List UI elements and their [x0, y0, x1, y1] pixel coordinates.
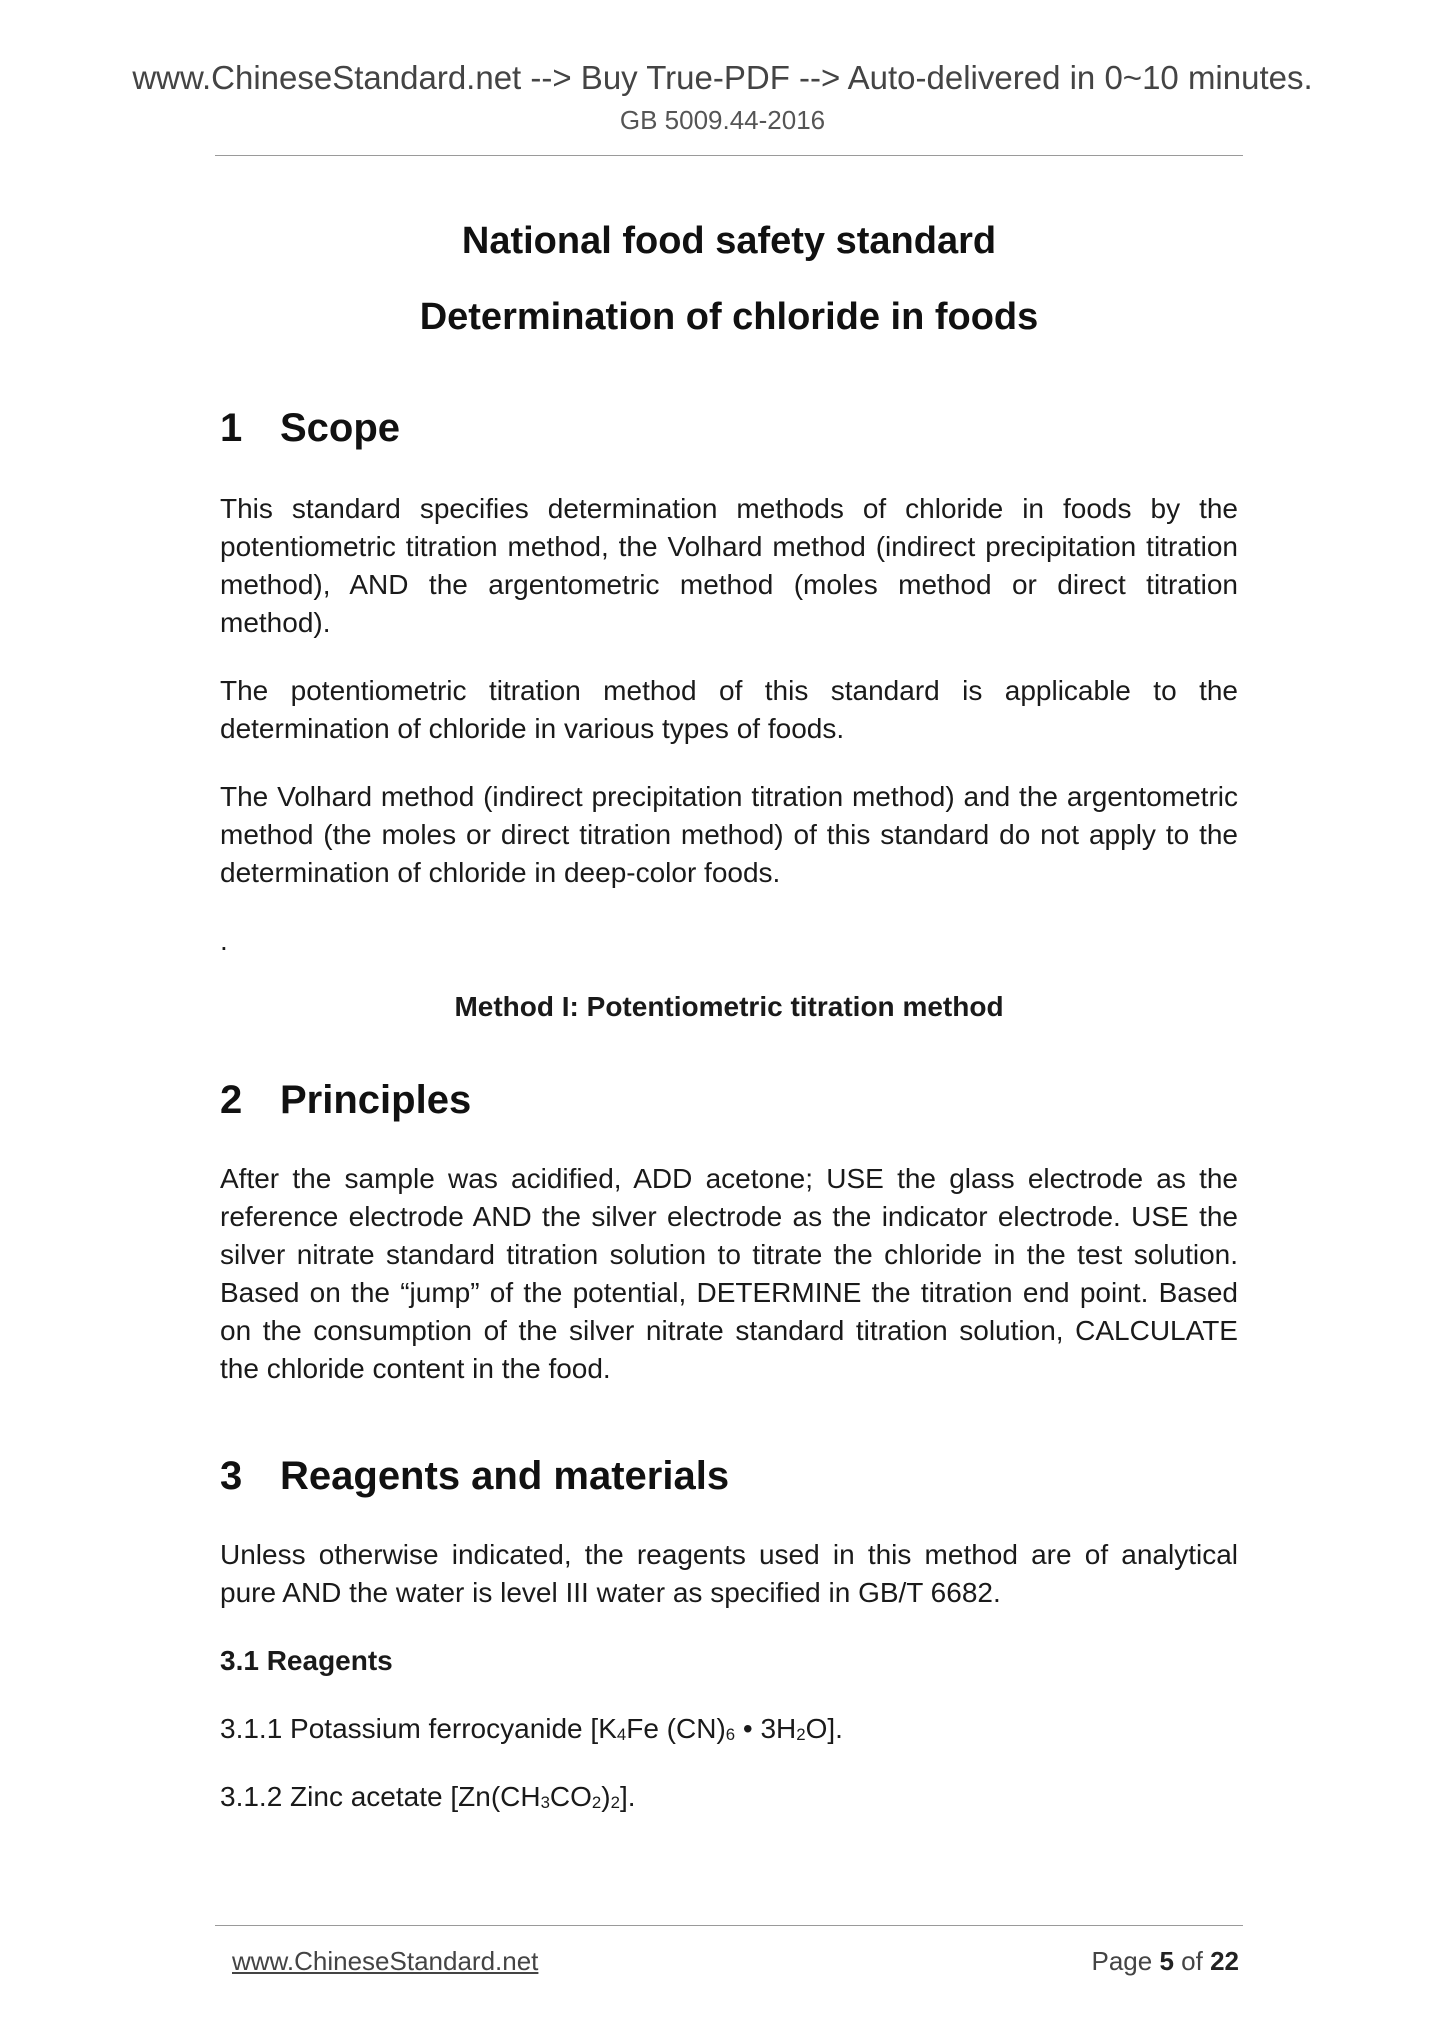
- formula-subscript: 2: [610, 1793, 620, 1812]
- formula-text: O].: [805, 1713, 843, 1744]
- formula-text: 3.1.1 Potassium ferrocyanide [K: [220, 1713, 617, 1744]
- formula-text: ].: [619, 1781, 636, 1812]
- section-number: 2: [220, 1078, 243, 1122]
- page-label: Page: [1091, 1946, 1153, 1976]
- header-banner: www.ChineseStandard.net --> Buy True-PDF --> Auto-delivered in 0~10 minutes.: [132, 59, 1313, 96]
- standard-code: GB 5009.44-2016: [619, 105, 826, 135]
- page-of: of: [1181, 1946, 1203, 1976]
- scope-dot: .: [220, 925, 228, 956]
- scope-paragraph-3: The Volhard method (indirect precipitation titration method) and the argentometric method (the moles or direct titration method) of this standard do not apply to the determination of chloride in deep-color foods.: [220, 781, 1238, 888]
- formula-text: ): [601, 1781, 611, 1812]
- section-principles-heading: [220, 1076, 1238, 1124]
- scope-paragraph-2: The potentiometric titration method of this standard is applicable to the determination of chloride in various types of foods.: [220, 675, 1238, 744]
- reagents-subheading: 3.1 Reagents: [220, 1645, 393, 1676]
- reagent-item-potassium-ferrocyanide: [220, 1710, 1238, 1748]
- document-title-line1: National food safety standard: [461, 220, 997, 262]
- method-title: Method I: Potentiometric titration method: [454, 991, 1004, 1022]
- page-current: 5: [1159, 1946, 1174, 1976]
- section-reagents-heading: [220, 1452, 1238, 1500]
- formula-text: • 3H: [735, 1713, 797, 1744]
- section-number: 1: [220, 406, 243, 450]
- formula-subscript: 2: [796, 1725, 806, 1744]
- formula-subscript: 6: [725, 1725, 736, 1744]
- formula-subscript: 2: [591, 1793, 602, 1812]
- formula-text: 3.1.2 Zinc acetate [Zn(CH: [220, 1781, 541, 1812]
- section-title: Principles: [280, 1078, 472, 1122]
- document-title-line2: Determination of chloride in foods: [419, 296, 1039, 338]
- page-indicator: [1091, 1944, 1239, 1978]
- section-title: Scope: [280, 406, 401, 450]
- reagent-item-zinc-acetate: [220, 1778, 1238, 1816]
- formula-text: CO: [549, 1781, 592, 1812]
- scope-paragraph-1: This standard specifies determination methods of chloride in foods by the potentiometric titration method, the Volhard method (indirect precipitation titration method), AND the argentometric method (moles method or direct titration method).: [220, 493, 1238, 638]
- principles-paragraph: After the sample was acidified, ADD acetone; USE the glass electrode as the reference electrode AND the silver electrode as the indicator electrode. USE the silver nitrate standard titration solution to titrate the chloride in the test solution. Based on the “jump” of the potential, DETERMINE the titration end point. Based on the consumption of the silver nitrate standard titration solution, CALCULATE the chloride content in the food.: [220, 1163, 1238, 1384]
- page-total: 22: [1210, 1946, 1239, 1976]
- document-body: [220, 206, 1238, 1816]
- section-number: 3: [220, 1454, 243, 1498]
- header-divider: [215, 155, 1243, 156]
- reagents-paragraph: Unless otherwise indicated, the reagents used in this method are of analytical pure AND the water is level III water as specified in GB/T 6682.: [220, 1539, 1238, 1608]
- formula-subscript: 4: [616, 1725, 627, 1744]
- formula-subscript: 3: [540, 1793, 550, 1812]
- section-title: Reagents and materials: [280, 1454, 730, 1498]
- footer-divider: [215, 1925, 1243, 1926]
- section-scope-heading: [220, 404, 1238, 452]
- footer-site-link[interactable]: www.ChineseStandard.net: [232, 1946, 539, 1976]
- formula-text: Fe (CN): [626, 1713, 726, 1744]
